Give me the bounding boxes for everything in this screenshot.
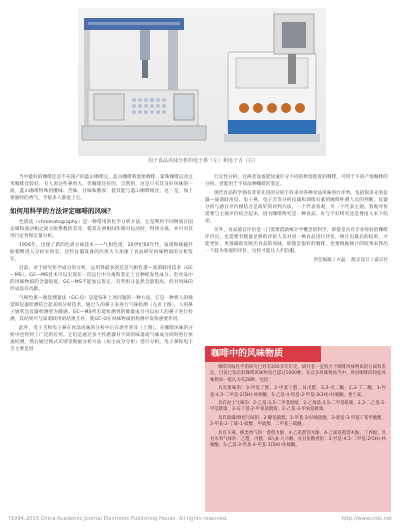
sidebar-paragraph: 具有硫磺/烘焙气味的：2-糠基硫醇、2-甲基-3-呋喃硫醇、3-巯基-3-甲基丁基甲酸酯、3-甲基-2-丁烯-1-硫醇、甲硫醇、二甲基三硫醚。 xyxy=(210,415,386,428)
sidebar-paragraph: 具有辛辣、酚类香气的：愈创木酚、4-乙基愈创木酚、4-乙烯基愈创木酚、丁香酚。具有水果气味的：乙醛、丙醛、(E)-β-大马酮。具有焦糖香的：3-羟基-4,5-二甲基-2(5H)-呋喃酮、5-乙基-3-羟基-4-甲基-2(5H)-呋喃酮。 xyxy=(210,430,386,449)
page-footer xyxy=(8,515,392,523)
right-column xyxy=(205,174,388,264)
credit-editor: 责任编辑 / 方晶 xyxy=(313,258,346,263)
body-paragraph: 目前，对于研究化学成分的分析，运用得最多的还是气相色谱—质谱联用技术（GC—MS）。GC—MS技术可以实现在一次运行中分离和鉴定上百种挥发性成分。但食品中的风味物质的含量很低，GC—MS不能加以鉴定，有些组分虽然含量很高，但对风味的形成没有贡献。 xyxy=(10,266,193,292)
sidebar-paragraph: 具有甜味的：3-甲基丁醛、2-甲基丁醛、异戊醛、2,3-戊二酮、2,3-丁二酮、3-羟基-4,5-二甲基-2(5H)-呋喃酮、5-乙基-4-羟基-2-甲基-3(2H)-呋喃酮、香兰素。 xyxy=(210,386,386,398)
body-paragraph: 气相色谱—嗅觉测量法（GC-O）是能弥补上述问题的一种方法。它是一种将人的嗅觉和仪器检测结合起来的分析技术，通过人的鼻子来进行气味检测（左页上图），人的鼻子通常比仪器检测更为敏感。GC—MS所未能检测到的微量成分可以由人的鼻子进行检测，其结果可与质谱联用的结果互补，使GC-O在风味物质的检测中发挥重要作用。 xyxy=(10,296,193,322)
instrument-photo xyxy=(78,8,326,156)
photo-caption: 用于食品风味分析的电子鼻（左）和电子舌（右） xyxy=(147,158,258,164)
left-column xyxy=(10,174,193,355)
instrument-illustration xyxy=(78,8,326,156)
sidebar-paragraph: 具有泥土气味的：2-乙基-3,5-二甲基吡嗪、2-乙烯基-3,5-二甲基吡嗪、2,3-二乙基-5-甲基吡嗪、3-异丁基-2-甲氧基吡嗪、2-乙基-3-甲氧基吡嗪。 xyxy=(210,401,386,413)
copyright-text: ?1994-2015 China Academic Journal Electronic Publishing House. All rights reserved. xyxy=(8,516,228,522)
sidebar-body xyxy=(205,362,391,455)
body-paragraph: 行定性分析，这两者设备能快速区分不同的烘焙程度的咖啡，可用于不同产地咖啡的分析，但能用于不同品种咖啡的鉴定。 xyxy=(205,175,388,187)
body-paragraph: 另外，食品感官评价是一门需要借助统计学概念的科学，即使是具有专业经验的咖啡评价员，也需要有数量足够的评价人员对同一种食品进行评价，统计出最后的结果，才能更好、更准确的反映出食品的风味，即使是很好的咖啡，也要根据统计的结果来得出一个较为客观的评价，这样才能让人们信服。 xyxy=(205,228,388,254)
intro-paragraph: 当中最好的咖啡还是不买国产的蓝山咖啡豆，蓝山咖啡和混厘咖啡，霍珠咖啡以及豆米咖啡比较好，有人说这些鼻用大，但咖啡还好的，自然的，这是只有其及好风味的一面，蓝山咖啡特殊的酸味、苦味、甘味和醇厚，使其能与蓝山咖啡相比，这一是，加上很独特的香气，令很多人都爱上它。 xyxy=(10,175,193,201)
body-paragraph: 现代食品科学拥有非常先进的分析手段来对各种食品风味进行评判。包括很多先进仪器—质谱联用仪、电子鼻、电子舌等分析仪器和训练有素的咖啡杯测人员的判断。仪器分析与感官评价相结合是最好的评判方法，一个代表客观，另一个代表主观。客观评价需要与主观评价结合起来，因为咖啡终究是一种食品，好与不好终究还是要由人来下结论。 xyxy=(205,191,388,224)
section-heading: 如何用科学的方法评定咖啡的风味？ xyxy=(10,207,114,215)
credit-designer: 版式设计 / 戚宗社 xyxy=(351,258,388,263)
flavor-sidebar xyxy=(205,346,391,512)
sidebar-paragraph: 咖啡风味化学的研究已经有200多年历史，研究者一直致力于咖啡风味物质的分离和鉴定，目前已鉴定的咖啡风味物质已超过1000种，在众多风味物质当中，烘焙咖啡的特征风味物质一般认为有28种，包括： xyxy=(210,365,386,383)
body-paragraph: 色谱法（chromatography）是一种常用的化学分析方法，它是利用不同物质在固定相和流动相之间分配系数的差异，使其在两相间作相对运动时，得到分离，并可对其进行定性和定量分析。 xyxy=(10,220,193,239)
sidebar-title: 咖啡中的风味物质 xyxy=(205,346,321,362)
body-paragraph: 1956年，出现了新的色谱分离技术——气相色谱，20世纪60年代，质谱和核磁共振相继进入分析实验室，这些仪器设备的应用大大加速了食品研究风味物质的分析鉴定。 xyxy=(10,243,193,262)
website-link[interactable]: http://www.cnki.net xyxy=(341,516,392,522)
body-paragraph: 此外，电子舌和电子鼻在食品风味的分析中正在逐步普及（上图），在咖啡风味的分析中也得到了广泛的应用。它们是通过多个传感器对不同的味道或气味成分同时进行快速检测，然后通过模式识别等数据分析方法（如主成分分析）进行分析。电子鼻和电子舌主要是进 xyxy=(10,326,193,352)
credits xyxy=(205,257,388,264)
